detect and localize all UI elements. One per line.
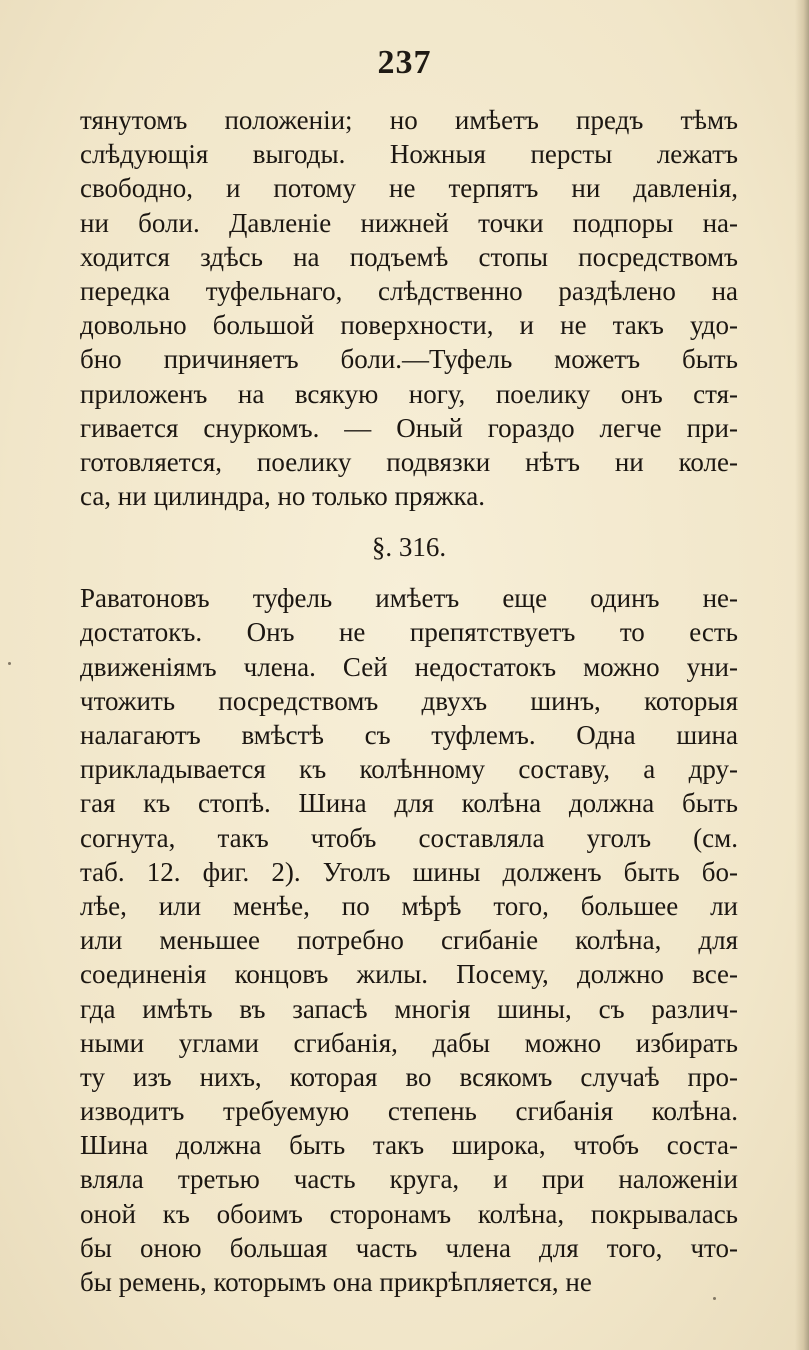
text-line: движенiямъ члена. Сей недостатокъ можно уни- <box>80 651 738 682</box>
text-line: налагаютъ вмѣстѣ съ туфлемъ. Одна шина <box>80 720 738 750</box>
text-line: довольно большой поверхности, и не такъ удо- <box>80 310 738 341</box>
text-line: гая къ стопѣ. Шина для колѣна должна быть <box>80 788 738 819</box>
text-line: прикладывается къ колѣнному составу, а дру- <box>80 754 738 785</box>
text-line: достатокъ. Онъ не препятствуетъ то есть <box>80 617 738 648</box>
print-speck <box>8 662 11 665</box>
text-line: ными углами сгибанiя, дабы можно избирать <box>80 1027 738 1058</box>
text-line: бно причиняетъ боли.—Туфель можетъ быть <box>80 344 738 375</box>
text-line: тянутомъ положенiи; но имѣетъ предъ тѣмъ <box>80 105 738 135</box>
text-line: соединенiя концовъ жилы. Посему, должно все- <box>80 959 738 990</box>
text-line: ту изъ нихъ, которая во всякомъ случаѣ про- <box>80 1061 738 1092</box>
page-edge-shadow <box>795 0 809 1350</box>
text-line: слѣдующiя выгоды. Ножныя персты лежатъ <box>80 139 738 170</box>
text-line: бы ремень, которымъ она прикрѣпляется, не <box>80 1267 592 1297</box>
text-line: са, ни цилиндра, но только пряжка. <box>80 481 485 512</box>
text-line: ни боли. Давленiе нижней точки подпоры на- <box>80 207 738 238</box>
paragraph <box>80 581 738 1299</box>
text-line: чтожить посредствомъ двухъ шинъ, которыя <box>80 685 738 716</box>
section-heading: §. 316. <box>371 532 447 563</box>
text-line: или меньшее потребно сгибанiе колѣна, для <box>80 925 738 956</box>
text-line: Раватоновъ туфель имѣетъ еще одинъ не- <box>80 583 738 614</box>
page-body <box>80 103 738 1299</box>
text-line: оной къ обоимъ сторонамъ колѣна, покрывалась <box>80 1198 738 1229</box>
text-line: бы оною большая часть члена для того, что- <box>80 1232 738 1263</box>
paragraph <box>80 103 738 513</box>
text-line: изводитъ требуемую степень сгибанiя колѣна. <box>80 1096 738 1127</box>
text-line: вляла третью часть круга, и при наложенiи <box>80 1164 738 1195</box>
text-line: готовляется, поелику подвязки нѣтъ ни коле- <box>80 446 738 477</box>
text-line: таб. 12. фиг. 2). Уголъ шины долженъ быть бо- <box>80 856 738 887</box>
text-line: передка туфельнаго, слѣдственно раздѣлено на <box>80 275 738 306</box>
page-number: 237 <box>377 44 432 81</box>
text-line: ходится здѣсь на подъемѣ стопы посредствомъ <box>80 241 738 272</box>
text-line: гивается снуркомъ. — Оный гораздо легче при- <box>80 412 738 443</box>
text-line: согнута, такъ чтобъ составляла уголъ (см. <box>80 822 738 853</box>
text-line: гда имѣть въ запасѣ многiя шины, съ различ- <box>80 993 738 1024</box>
text-line: лѣе, или менѣе, по мѣрѣ того, большее ли <box>80 890 738 921</box>
text-line: приложенъ на всякую ногу, поелику онъ стя- <box>80 378 738 409</box>
text-line: Шина должна быть такъ широка, чтобъ соста- <box>80 1130 738 1161</box>
text-line: свободно, и потому не терпятъ ни давленiя, <box>80 173 738 204</box>
print-speck <box>713 1297 716 1300</box>
